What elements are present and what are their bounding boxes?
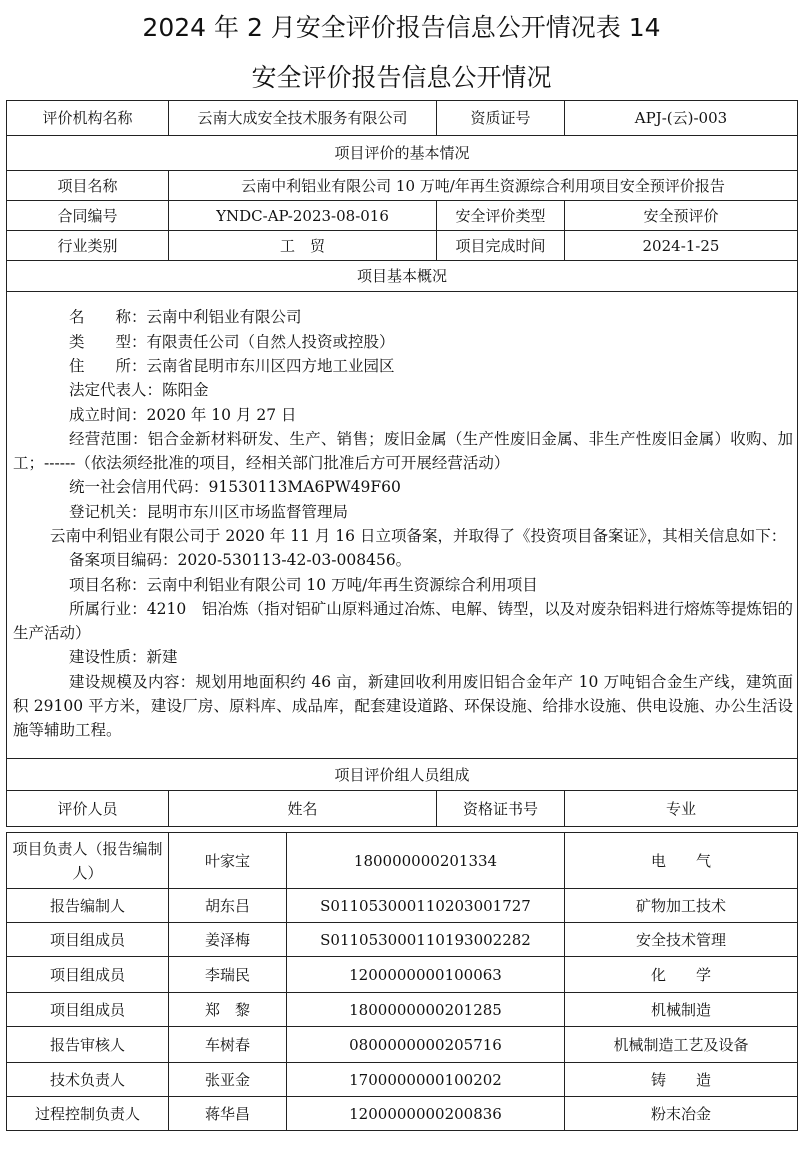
col-header-cert: 资格证书号 <box>437 791 565 827</box>
project-name-value: 云南中利铝业有限公司 10 万吨/年再生资源综合利用项目安全预评价报告 <box>169 171 798 201</box>
staff-major-cell: 电 气 <box>565 833 798 889</box>
table-row <box>7 993 798 1027</box>
staff-role-cell: 过程控制负责人 <box>7 1097 169 1131</box>
overview-line: 项目名称：云南中利铝业有限公司 10 万吨/年再生资源综合利用项目 <box>69 575 538 594</box>
overview-line: 建设性质：新建 <box>69 648 178 667</box>
overview-line: 备案项目编码：2020-530113-42-03-008456。 <box>69 551 412 570</box>
staff-header-row <box>7 791 798 827</box>
staff-table <box>6 832 798 1131</box>
staff-section-header: 项目评价组人员组成 <box>7 759 798 791</box>
overview-line: 名 称：云南中利铝业有限公司 <box>69 308 302 327</box>
staff-role-cell: 项目负责人（报告编制人） <box>7 833 169 889</box>
overview-line: 建设规模及内容：规划用地面积约 46 亩，新建回收利用废旧铝合金年产 10 万吨铝合金生产线，建筑面积 29100 平方米，建设厂房、原料库、成品库，配套建设道路、环保设施、给排水设施、供电设施、办公生活设施等辅助工程。 <box>13 672 793 740</box>
staff-role-cell: 技术负责人 <box>7 1063 169 1097</box>
project-name-label: 项目名称 <box>7 171 169 201</box>
page-title: 2024 年 2 月安全评价报告信息公开情况表 14 <box>142 13 661 42</box>
org-row <box>7 101 798 136</box>
staff-cert-cell: 1700000000100202 <box>287 1063 565 1097</box>
cert-value: APJ-(云)-003 <box>565 101 798 136</box>
staff-name-cell: 郑 黎 <box>169 993 287 1027</box>
staff-major-cell: 粉末冶金 <box>565 1097 798 1131</box>
overview-line: 经营范围：铝合金新材料研发、生产、销售；废旧金属（生产性废旧金属、非生产性废旧金属）收购、加工；------（依法须经批准的项目，经相关部门批准后方可开展经营活动） <box>13 429 793 473</box>
staff-major-cell: 铸 造 <box>565 1063 798 1097</box>
overview-line: 统一社会信用代码：91530113MA6PW49F60 <box>69 478 401 497</box>
overview-line: 登记机关：昆明市东川区市场监督管理局 <box>69 502 349 521</box>
staff-name-cell: 蒋华昌 <box>169 1097 287 1131</box>
staff-role-cell: 报告审核人 <box>7 1027 169 1063</box>
staff-cert-cell: 180000000201334 <box>287 833 565 889</box>
complete-value: 2024-1-25 <box>565 231 798 261</box>
table-row <box>7 1027 798 1063</box>
staff-role-cell: 项目组成员 <box>7 923 169 957</box>
table-row <box>7 923 798 957</box>
industry-label: 行业类别 <box>7 231 169 261</box>
table-row <box>7 957 798 993</box>
contract-label: 合同编号 <box>7 201 169 231</box>
overview-line: 住 所：云南省昆明市东川区四方地工业园区 <box>69 356 395 375</box>
col-header-role: 评价人员 <box>7 791 169 827</box>
basic-section-header: 项目评价的基本情况 <box>7 136 798 171</box>
staff-cert-cell: S011053000110203001727 <box>287 889 565 923</box>
cert-label: 资质证号 <box>437 101 565 136</box>
eval-type-value: 安全预评价 <box>565 201 798 231</box>
staff-major-cell: 化 学 <box>565 957 798 993</box>
staff-role-cell: 项目组成员 <box>7 993 169 1027</box>
table-row <box>7 1063 798 1097</box>
col-header-major: 专业 <box>565 791 798 827</box>
complete-label: 项目完成时间 <box>437 231 565 261</box>
staff-major-cell: 机械制造 <box>565 993 798 1027</box>
staff-role-cell: 项目组成员 <box>7 957 169 993</box>
table-row <box>7 889 798 923</box>
table-row <box>7 833 798 889</box>
staff-name-cell: 李瑞民 <box>169 957 287 993</box>
staff-cert-cell: S011053000110193002282 <box>287 923 565 957</box>
eval-type-label: 安全评价类型 <box>437 201 565 231</box>
page-subtitle: 安全评价报告信息公开情况 <box>251 63 552 92</box>
table-row <box>7 1097 798 1131</box>
staff-name-cell: 张亚金 <box>169 1063 287 1097</box>
col-header-name: 姓名 <box>169 791 437 827</box>
contract-value: YNDC-AP-2023-08-016 <box>169 201 437 231</box>
overview-line: 云南中利铝业有限公司于 2020 年 11 月 16 日立项备案，并取得了《投资项目备案证》，其相关信息如下： <box>50 527 787 545</box>
org-label: 评价机构名称 <box>7 101 169 136</box>
overview-line: 类 型：有限责任公司（自然人投资或控股） <box>69 332 395 351</box>
staff-major-cell: 机械制造工艺及设备 <box>565 1027 798 1063</box>
staff-name-cell: 叶家宝 <box>169 833 287 889</box>
staff-cert-cell: 1200000000100063 <box>287 957 565 993</box>
overview-body <box>7 292 798 759</box>
staff-major-cell: 矿物加工技术 <box>565 889 798 923</box>
org-value: 云南大成安全技术服务有限公司 <box>169 101 437 136</box>
overview-line: 法定代表人：陈阳金 <box>69 381 209 400</box>
staff-name-cell: 车树春 <box>169 1027 287 1063</box>
info-table <box>6 100 798 827</box>
staff-name-cell: 胡东吕 <box>169 889 287 923</box>
industry-value: 工 贸 <box>169 231 437 261</box>
staff-cert-cell: 1200000000200836 <box>287 1097 565 1131</box>
staff-cert-cell: 1800000000201285 <box>287 993 565 1027</box>
staff-name-cell: 姜泽梅 <box>169 923 287 957</box>
overview-line: 成立时间：2020 年 10 月 27 日 <box>69 405 297 424</box>
staff-role-cell: 报告编制人 <box>7 889 169 923</box>
overview-line: 所属行业：4210 铝冶炼（指对铝矿山原料通过冶炼、电解、铸型，以及对废杂铝料进行熔炼等提炼铝的生产活动） <box>13 599 793 643</box>
overview-section-header: 项目基本概况 <box>7 261 798 292</box>
staff-cert-cell: 0800000000205716 <box>287 1027 565 1063</box>
staff-major-cell: 安全技术管理 <box>565 923 798 957</box>
